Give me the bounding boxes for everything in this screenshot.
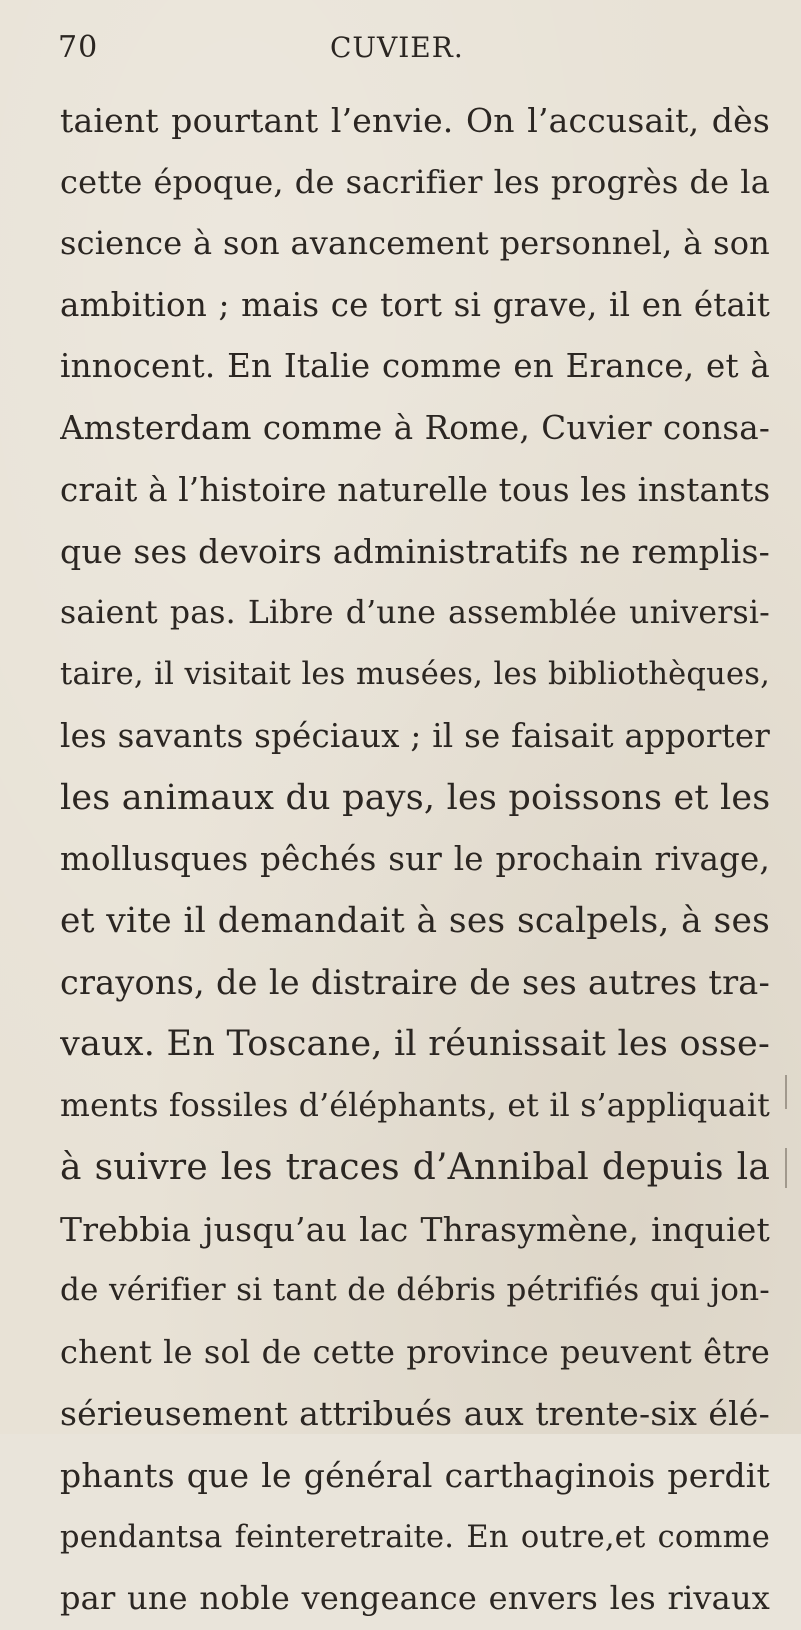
text-line: les animaux du pays, les poissons et les — [60, 777, 770, 818]
text-line: de vérifier si tant de débris pétrifiés qui jon- — [60, 1272, 770, 1309]
running-title: CUVIER. — [330, 31, 464, 64]
page-number: 70 — [58, 30, 99, 65]
text-line: ments fossiles d’éléphants, et il s’appliquait — [60, 1087, 770, 1124]
text-line: ambition ; mais ce tort si grave, il en était — [60, 285, 770, 324]
text-line: taient pourtant l’envie. On l’accusait, dès — [60, 101, 770, 140]
text-line: innocent. En Italie comme en Erance, et à — [60, 347, 770, 386]
text-line: par une noble vengeance envers les rivaux — [60, 1579, 770, 1618]
text-line: à suivre les traces d’Annibal depuis la — [60, 1147, 770, 1189]
body-text — [60, 90, 770, 1630]
text-line: sérieusement attribués aux trente-six élé- — [60, 1394, 770, 1434]
page-edge-mark — [785, 1075, 787, 1109]
text-line: phants que le général carthaginois perdit — [60, 1456, 770, 1496]
text-line: chent le sol de cette province peuvent être — [60, 1332, 770, 1371]
text-line: que ses devoirs administratifs ne remplis- — [60, 532, 770, 572]
text-line: mollusques pêchés sur le prochain rivage, — [60, 840, 770, 879]
text-line: et vite il demandait à ses scalpels, à ses — [60, 900, 770, 941]
text-line: taire, il visitait les musées, les bibliothèques, — [60, 657, 770, 693]
text-line: les savants spéciaux ; il se faisait apporter — [60, 716, 770, 755]
text-line: saient pas. Libre d’une assemblée universi- — [60, 594, 770, 631]
text-line: pendantsa feinteretraite. En outre,et comme — [60, 1519, 770, 1555]
text-line: science à son avancement personnel, à son — [60, 224, 770, 263]
text-line: crayons, de le distraire de ses autres tra- — [60, 963, 770, 1003]
text-line: vaux. En Toscane, il réunissait les osse- — [60, 1023, 770, 1064]
text-line: cette époque, de sacrifier les progrès de la — [60, 162, 770, 201]
page-edge-mark — [785, 1148, 787, 1188]
text-line: Amsterdam comme à Rome, Cuvier consa- — [60, 408, 770, 447]
text-line: Trebbia jusqu’au lac Thrasymène, inquiet — [60, 1209, 770, 1249]
text-line: crait à l’histoire naturelle tous les instants — [60, 470, 770, 509]
running-header — [0, 28, 801, 76]
